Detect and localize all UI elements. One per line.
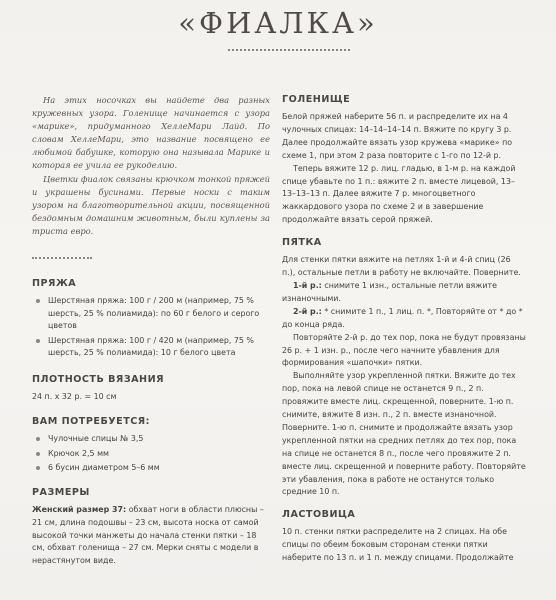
list-item: Шерстяная пряжа: 100 г / 200 м (например, 75 % шерсть, 25 % полиамида): по 60 г белого и серого цветов [32, 295, 270, 333]
intro-paragraph: На этих носочках вы найдете два разных кружевных узора. Голенище начинается с узора «марике», придуманного ХеллеМари Лайд. По словам ХеллеМари, это название посвящено ее любимой бабушке, которую она называла Марике и которая ее учила ее рукоделию. [32, 95, 270, 171]
heel-row-2 [282, 306, 526, 332]
gauge-text: 24 п. x 32 р. = 10 см [32, 392, 117, 401]
leg-text [282, 111, 526, 227]
intro-divider [32, 257, 92, 259]
leg-paragraph: Белой пряжей наберите 56 п. и распределите их на 4 чулочных спицах: 14–14–14–14 п. Вяжите по кругу 3 р. Далее продолжайте вязать узор кружева «марике» по схеме 1, при этом 2 раза повторите с 1-го по 12-й р. [282, 112, 513, 160]
list-item: Чулочные спицы № 3,5 [32, 433, 270, 446]
page-title: «ФИАЛКА» [178, 6, 378, 40]
right-column [282, 94, 526, 565]
left-column [32, 94, 270, 568]
sizes-label: Женский размер 37: [32, 504, 127, 514]
leg-heading: ГОЛЕНИЩЕ [282, 94, 351, 105]
row-text: * снимите 1 п., 1 лиц. п. *, Повторяйте от * до * до конца ряда. [282, 306, 523, 329]
leg-paragraph: Теперь вяжите 12 р. лиц. гладью, в 1-м р. на каждой спице убавьте по 1 п.: вяжите 2 п. вместе лицевой, 13–13–13–13 п. Далее вяжите 7 р. многоцветного жаккардового узора по схеме 2 и в завершение продолжайте вязать серой пряжей. [282, 163, 516, 225]
sizes-heading: РАЗМЕРЫ [32, 486, 90, 498]
sizes-body: обхват ноги в области плюсны – 21 см, длина подошвы – 23 см, высота носка от самой высокой точки манжеты до начала стенки пятки – 18 см, обхват голенища – 27 см. Мерки сняты с модели в нерастянутом виде. [32, 504, 264, 566]
intro-paragraph: Цветки фиалок связаны крючком тонкой пряжей и украшены бусинами. Первые носки с таким узором на благотворительной акции, посвященной бездомным домашним животным, были куплены за триста евро. [32, 173, 270, 236]
yarn-heading: ПРЯЖА [32, 278, 77, 290]
title-divider [228, 49, 350, 51]
list-item: Шерстяная пряжа: 100 г / 420 м (например, 75 % шерсть, 25 % полиамида): 10 г белого цвета [32, 335, 270, 360]
gusset-heading: ЛАСТОВИЦА [282, 509, 356, 521]
tools-list [32, 433, 270, 475]
yarn-list [32, 295, 270, 360]
sizes-text [32, 504, 270, 569]
list-item: 6 бусин диаметром 5–6 мм [32, 462, 270, 475]
list-item: Крючок 2,5 мм [32, 448, 270, 461]
heel-paragraph: Повторяйте 2-й р. до тех пор, пока не будут провязаны 26 р. + 1 изн. р., после чего начните убавления для формирования «шапочки» пятки. [282, 332, 526, 368]
heel-text [282, 254, 526, 499]
gusset-text: 10 п. стенки пятки распределите на 2 спицах. На обе спицы по обеим боковым сторонам стенки пятки наберите по 13 п. и 1 п. между спицами. Продолжайте [282, 527, 514, 563]
heel-heading: ПЯТКА [282, 237, 322, 249]
tools-heading: ВАМ ПОТРЕБУЕТСЯ: [32, 415, 151, 427]
gauge-heading: ПЛОТНОСТЬ ВЯЗАНИЯ [32, 374, 165, 385]
row-text: снимите 1 изн., остальные петли вяжите изнаночными. [282, 280, 497, 303]
row-label: 1-й р.: [293, 280, 322, 290]
intro-text [32, 94, 270, 238]
heel-paragraph: Для стенки пятки вяжите на петлях 1-й и 4-й спиц (26 п.), остальные петли в работу не включайте. Поверните. [282, 255, 521, 278]
heel-paragraph: Выполняйте узор укрепленной пятки. Вяжите до тех пор, пока на левой спице не останется 9 п., 2 п. провяжите вместе лиц. скрещенной, поверните. 1-ю п. снимите, вяжите 8 изн. п., 2 п. вместе изнаночной. Поверните. 1-ю п. снимите и продолжайте вязать узор укрепленной пятки на средних петлях до тех пор, пока на спице не останется 8 п., после чего провяжите 2 п. вместе лиц. скрещенной и поверните работу. Повторяйте эти убавления, пока в работе не останутся только средние 10 п. [282, 371, 526, 497]
row-label: 2-й р.: [293, 306, 322, 316]
heel-row-1 [282, 280, 526, 306]
